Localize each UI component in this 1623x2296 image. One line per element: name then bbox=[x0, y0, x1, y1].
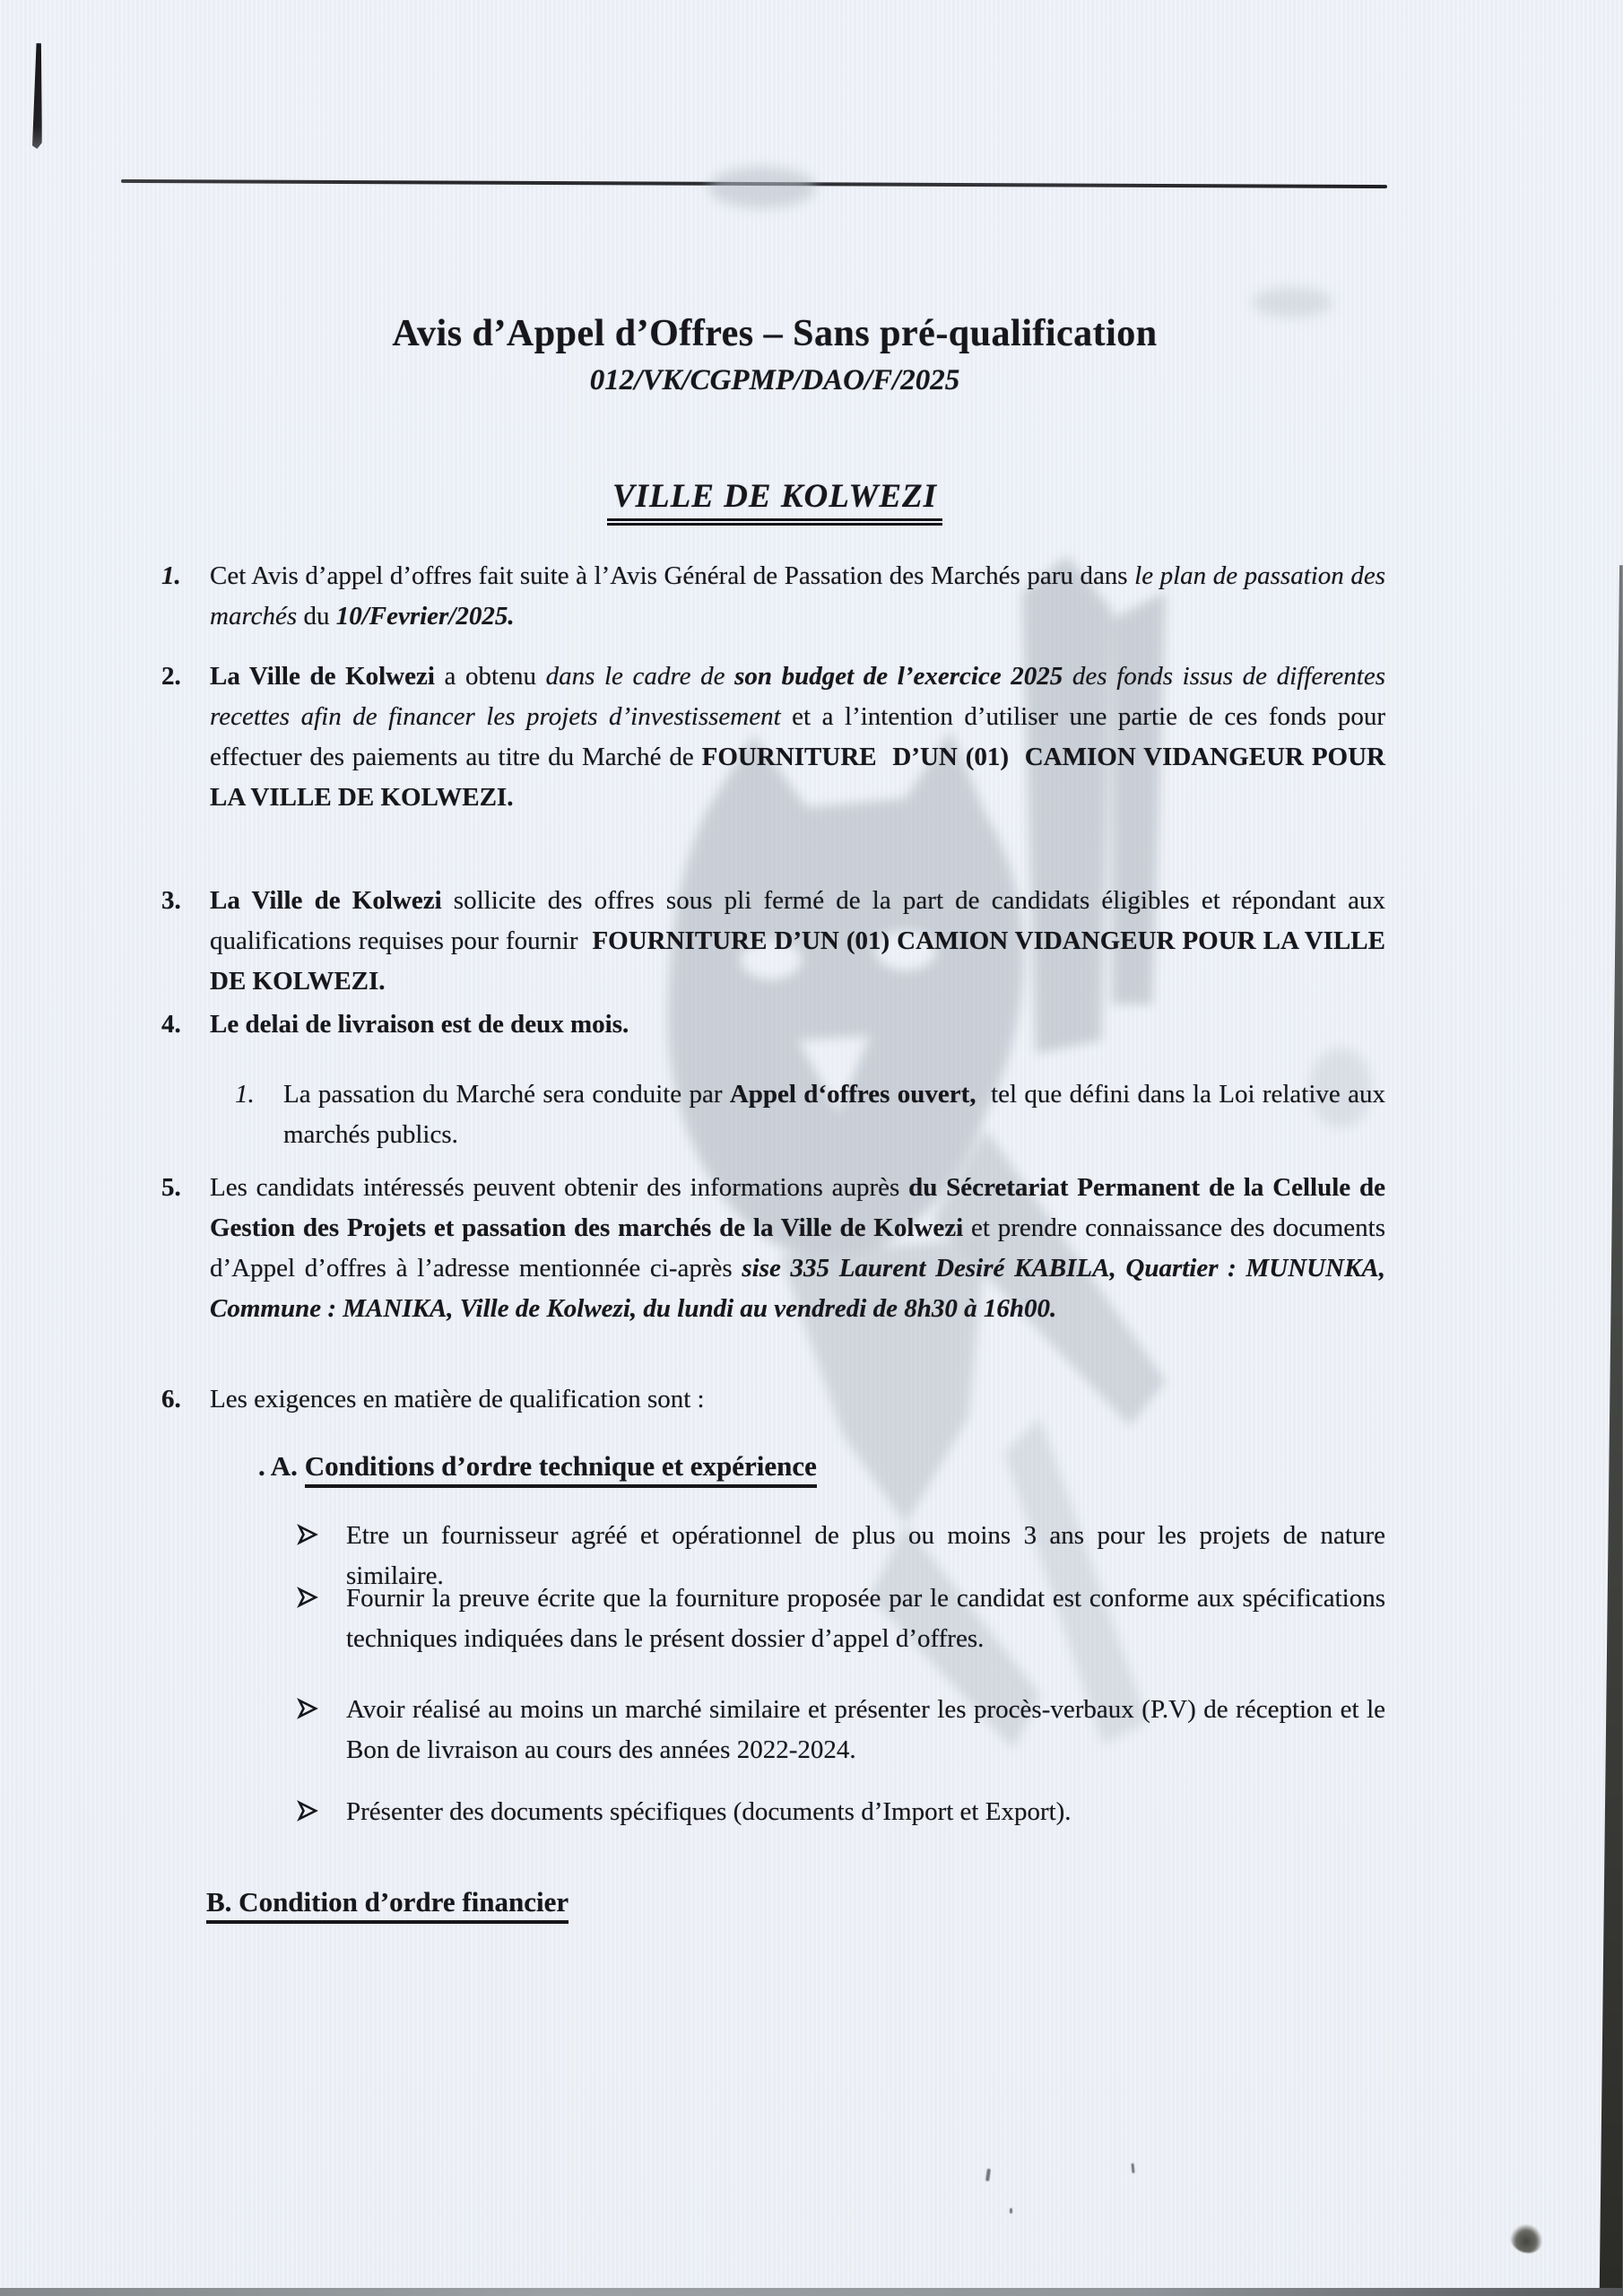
item-number: 6. bbox=[161, 1385, 181, 1413]
text-run: . A. bbox=[258, 1450, 305, 1482]
text-run: La Ville de Kolwezi bbox=[210, 662, 435, 691]
text-run: sollicite des offres sous pli fermé de la part de candidats éligibles et répondant aux qualifications requises pour fournir bbox=[210, 886, 1385, 955]
text-run: La Ville de Kolwezi bbox=[210, 886, 442, 915]
pen-stroke-mark bbox=[31, 43, 44, 149]
numbered-item bbox=[161, 657, 1385, 818]
paragraph-text bbox=[258, 1446, 1384, 1486]
text-run: le plan de passation des marchés bbox=[210, 561, 1385, 631]
text-run: Etre un fournisseur agréé et opérationnel de plus ou moins 3 ans pour les projets de nature similaire. bbox=[346, 1521, 1385, 1590]
arrowhead-right-icon bbox=[296, 1792, 319, 1832]
paragraph-text bbox=[210, 881, 1385, 1002]
paragraph-text bbox=[210, 556, 1385, 637]
text-run: dans le cadre de bbox=[545, 662, 735, 691]
text-run: FOURNITURE D’UN (01) CAMION VIDANGEUR POUR LA VILLE DE KOLWEZI. bbox=[210, 926, 1385, 996]
paragraph-text bbox=[283, 1074, 1385, 1155]
text-run: son budget de l’exercice 2025 bbox=[734, 662, 1063, 691]
paragraph-text bbox=[346, 1690, 1385, 1770]
ink-smudge bbox=[1510, 2224, 1542, 2253]
section-heading bbox=[258, 1446, 1384, 1486]
text-run: Appel d‘offres ouvert, bbox=[729, 1080, 976, 1109]
text-run: Fournir la preuve écrite que la fourniture proposée par le candidat est conforme aux spécifications techniques indiquées dans le présent dossier d’appel d’offres. bbox=[346, 1584, 1385, 1653]
arrowhead-right-icon bbox=[296, 1516, 319, 1556]
text-run: et prendre connaissance des documents d’Appel d’offres à l’adresse mentionnée ci-après bbox=[210, 1213, 1385, 1283]
paragraph-text bbox=[346, 1578, 1385, 1659]
scan-edge-shadow-right bbox=[1598, 565, 1623, 2296]
text-run: et a l’intention d’utiliser une partie de ces fonds pour effectuer des paiements au titre du Marché de bbox=[210, 702, 1386, 771]
bullet-item bbox=[296, 1690, 1385, 1770]
ink-speck bbox=[985, 2169, 991, 2181]
paragraph-text bbox=[346, 1792, 1385, 1832]
numbered-item bbox=[161, 881, 1385, 1002]
paragraph-text bbox=[210, 1004, 1385, 1045]
numbered-item bbox=[161, 556, 1385, 637]
text-run: du Sécretariat Permanent de la Cellule de Gestion des Projets et passation des marchés de la Ville de Kolwezi bbox=[210, 1173, 1385, 1242]
text-run: Conditions d’ordre technique et expérience bbox=[305, 1450, 817, 1488]
item-number: 5. bbox=[161, 1173, 181, 1202]
text-run: B. Condition d’ordre financier bbox=[206, 1886, 568, 1924]
item-number: 1. bbox=[235, 1080, 255, 1109]
text-run: sise 335 Laurent Desiré KABILA, Quartier : MUNUNKA, Commune : MANIKA, Ville de Kolwezi, du lundi au vendredi de 8h30 à 16h00. bbox=[210, 1254, 1386, 1323]
text-run: 10/Fevrier/2025. bbox=[335, 602, 515, 631]
text-run: Présenter des documents spécifiques (documents d’Import et Export). bbox=[346, 1797, 1072, 1826]
text-run: Le delai de livraison est de deux mois. bbox=[210, 1010, 629, 1039]
scan-edge-shadow-bottom bbox=[0, 2288, 1623, 2296]
numbered-item bbox=[235, 1074, 1385, 1155]
scan-smudge bbox=[708, 167, 816, 208]
arrowhead-right-icon bbox=[296, 1578, 319, 1619]
numbered-item bbox=[161, 1004, 1385, 1045]
section-heading bbox=[206, 1882, 1385, 1922]
text-run: du bbox=[297, 602, 336, 631]
numbered-item bbox=[161, 1379, 1385, 1420]
numbered-item bbox=[161, 1168, 1385, 1329]
paragraph-text bbox=[206, 1882, 1385, 1922]
item-number: 2. bbox=[161, 662, 181, 691]
paragraph-text bbox=[210, 1379, 1385, 1420]
text-run: Les exigences en matière de qualification sont : bbox=[210, 1385, 705, 1413]
paragraph-text bbox=[210, 1168, 1385, 1329]
text-run: tel que défini dans la Loi relative aux marchés publics. bbox=[283, 1080, 1385, 1149]
text-run: des fonds issus de differentes recettes afin de financer les projets d’investissement bbox=[210, 662, 1386, 731]
document-title: Avis d’Appel d’Offres – Sans pré-qualification bbox=[392, 313, 1158, 354]
text-run: a obtenu bbox=[434, 662, 546, 691]
item-number: 3. bbox=[161, 886, 181, 915]
text-run: Cet Avis d’appel d’offres fait suite à l’Avis Général de Passation des Marchés paru dans bbox=[210, 561, 1135, 590]
item-number: 1. bbox=[161, 561, 181, 590]
text-run: Avoir réalisé au moins un marché similaire et présenter les procès-verbaux (P.V) de réception et le Bon de livraison au cours des années 2022-2024. bbox=[346, 1695, 1385, 1764]
bullet-item bbox=[296, 1792, 1385, 1832]
city-heading: VILLE DE KOLWEZI bbox=[607, 478, 942, 526]
document-reference: 012/VK/CGPMP/DAO/F/2025 bbox=[589, 364, 960, 396]
paragraph-text bbox=[210, 657, 1385, 818]
ink-speck bbox=[1010, 2208, 1012, 2213]
text-run: La passation du Marché sera conduite par bbox=[283, 1080, 730, 1109]
item-number: 4. bbox=[161, 1010, 181, 1039]
bullet-item bbox=[296, 1578, 1385, 1659]
text-run: Les candidats intéressés peuvent obtenir des informations auprès bbox=[210, 1173, 909, 1202]
city-heading-row bbox=[161, 477, 1388, 516]
ink-speck bbox=[1131, 2163, 1134, 2173]
arrowhead-right-icon bbox=[296, 1690, 319, 1730]
text-run: FOURNITURE D’UN (01) CAMION VIDANGEUR POUR LA VILLE DE KOLWEZI. bbox=[210, 743, 1385, 812]
